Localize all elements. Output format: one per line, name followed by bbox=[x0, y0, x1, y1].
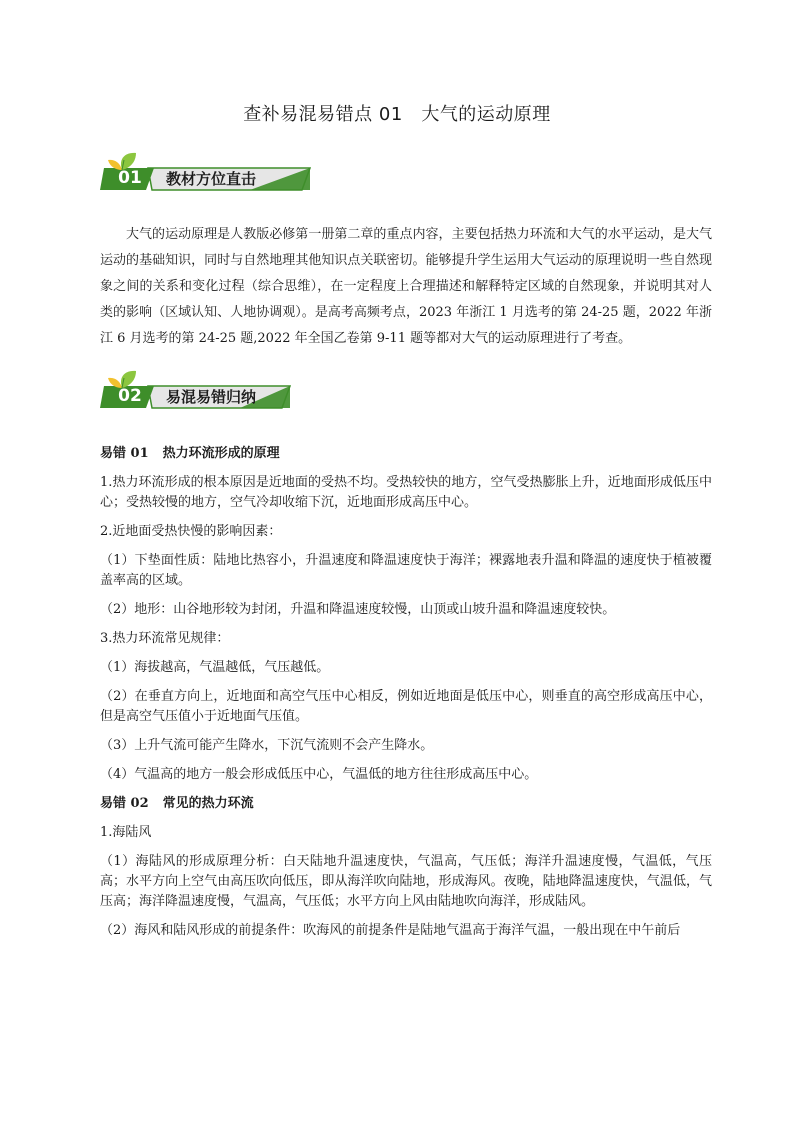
body-paragraph: 1.海陆风 bbox=[100, 825, 152, 840]
body-paragraph: 2.近地面受热快慢的影响因素： bbox=[100, 524, 282, 539]
section-number: 02 bbox=[118, 386, 142, 406]
section-header-1 bbox=[100, 150, 320, 194]
body-paragraph: （1）海陆风的形成原理分析：白天陆地升温速度快，气温高，气压低；海洋升温速度慢，气温低，气压高；水平方向上空气由高压吹向低压，即从海洋吹向陆地，形成海风。夜晚，陆地降温速度快，气温低，气压高；海洋降温速度慢，气温高，气压低；水平方向上风由陆地吹向海洋，形成陆风。 bbox=[100, 854, 712, 909]
body-paragraph: 1.热力环流形成的根本原因是近地面的受热不均。受热较快的地方，空气受热膨胀上升，近地面形成低压中心；受热较慢的地方，空气冷却收缩下沉，近地面形成高压中心。 bbox=[100, 475, 712, 510]
body-paragraph: （3）上升气流可能产生降水，下沉气流则不会产生降水。 bbox=[100, 738, 434, 753]
body-paragraph: 3.热力环流常见规律： bbox=[100, 631, 230, 646]
body-paragraph: （2）海风和陆风形成的前提条件：吹海风的前提条件是陆地气温高于海洋气温，一般出现在中午前后 bbox=[100, 923, 681, 938]
page-title: 查补易混易错点 01 大气的运动原理 bbox=[243, 104, 551, 125]
intro-paragraph: 大气的运动原理是人教版必修第一册第二章的重点内容，主要包括热力环流和大气的水平运动，是大气运动的基础知识，同时与自然地理其他知识点关联密切。能够提升学生运用大气运动的原理说明一些自然现象之间的关系和变化过程（综合思维），在一定程度上合理描述和解释特定区域的自然现象，并说明其对人类的影响（区域认知、人地协调观）。是高考高频考点，2023 年浙江 1 月选考的第 24-25 题，2022 年浙江 6 月选考的第 24-25 题,2022 年全国乙卷第 9-11 题等都对大气的运动原理进行了考查。 bbox=[100, 227, 712, 346]
content-body bbox=[100, 444, 712, 950]
section-header-2 bbox=[100, 368, 320, 412]
subsection-tag: 易错 02 bbox=[100, 796, 149, 811]
body-paragraph: （1）下垫面性质：陆地比热容小，升温速度和降温速度快于海洋；裸露地表升温和降温的速度快于植被覆盖率高的区域。 bbox=[100, 553, 712, 588]
section-number: 01 bbox=[118, 168, 142, 188]
subsection-title: 常见的热力环流 bbox=[162, 796, 254, 811]
body-paragraph: （1）海拔越高，气温越低，气压越低。 bbox=[100, 660, 330, 675]
subsection-title: 热力环流形成的原理 bbox=[162, 446, 280, 461]
body-paragraph: （4）气温高的地方一般会形成低压中心，气温低的地方往往形成高压中心。 bbox=[100, 767, 538, 782]
subsection-heading bbox=[100, 444, 712, 464]
section-label: 教材方位直击 bbox=[166, 170, 257, 188]
body-paragraph: （2）在垂直方向上，近地面和高空气压中心相反，例如近地面是低压中心，则垂直的高空形成高压中心，但是高空气压值小于近地面气压值。 bbox=[100, 689, 712, 724]
subsection-tag: 易错 01 bbox=[100, 446, 149, 461]
body-paragraph: （2）地形：山谷地形较为封闭，升温和降温速度较慢，山顶或山坡升温和降温速度较快。 bbox=[100, 602, 616, 617]
subsection-heading bbox=[100, 794, 712, 814]
section-label: 易混易错归纳 bbox=[166, 388, 257, 406]
